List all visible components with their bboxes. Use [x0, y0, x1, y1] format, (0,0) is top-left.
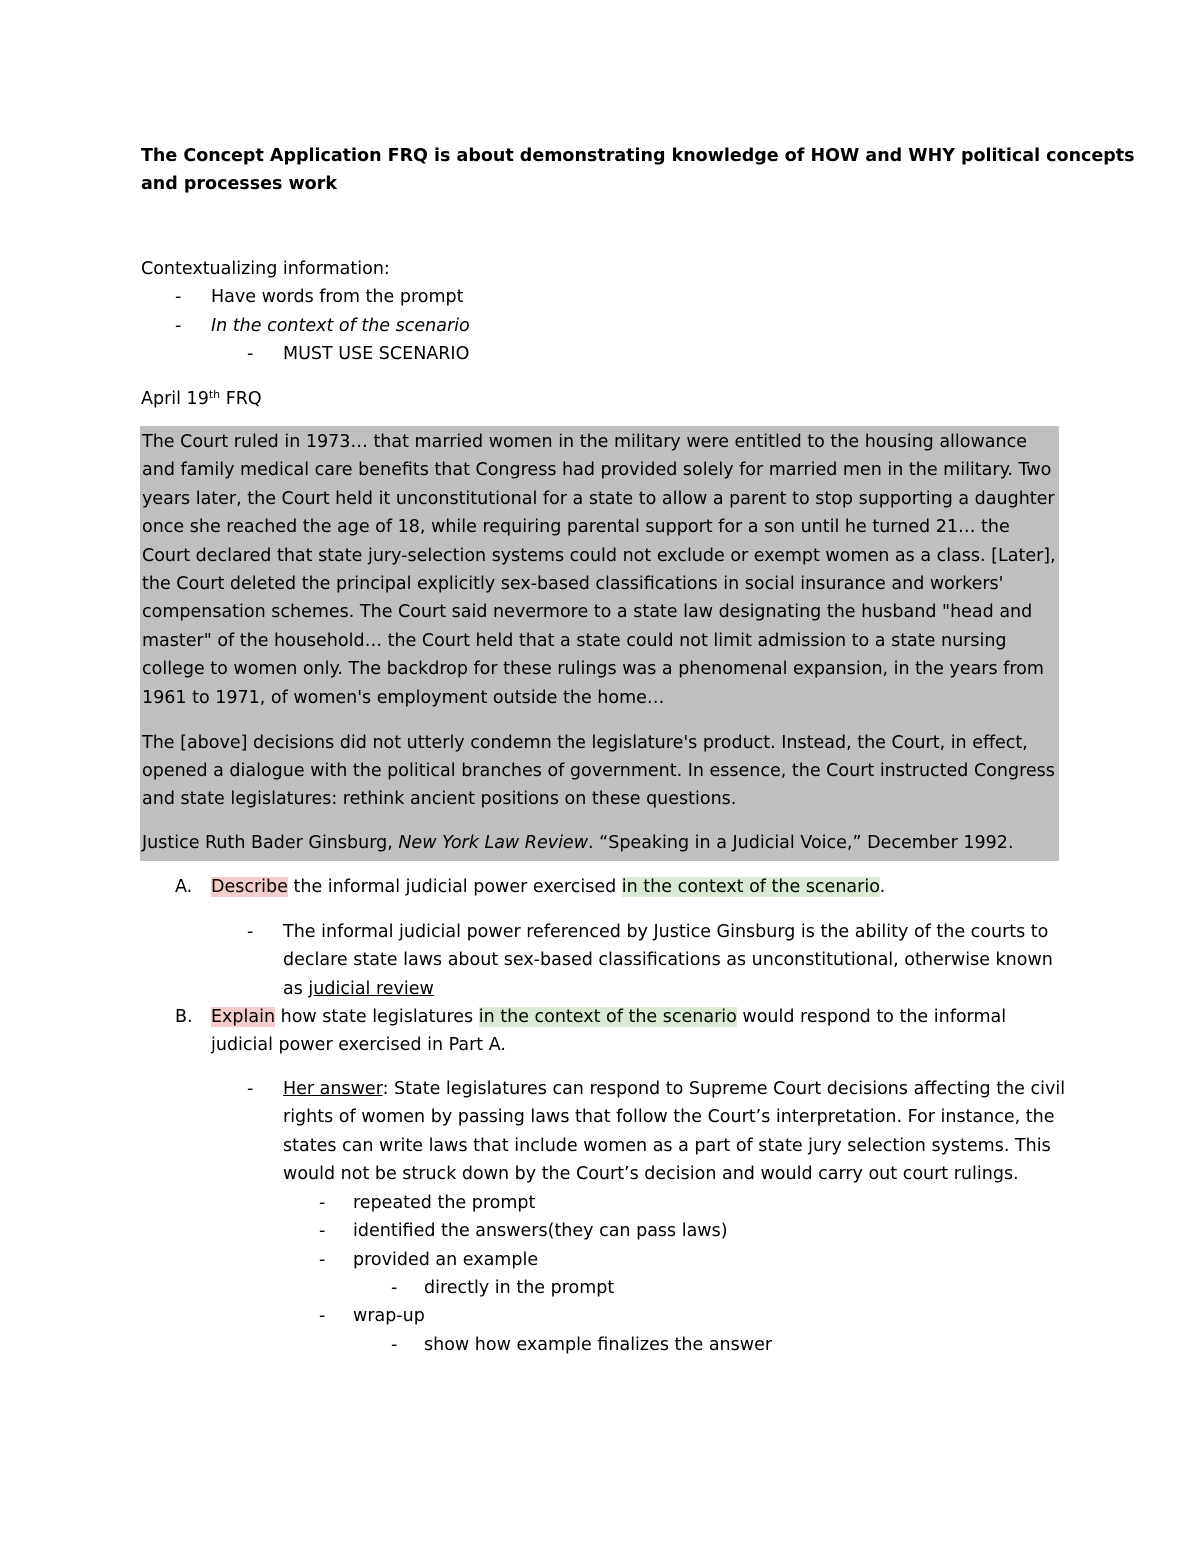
quote-line: 1961 to 1971, of women's employment outside the home… [142, 688, 665, 708]
quote-line: compensation schemes. The Court said nevermore to a state law designating the husband "head and [142, 602, 1033, 622]
citation-author: Justice Ruth Bader Ginsburg, [142, 833, 399, 853]
context-bullet-2: In the context of the scenario [211, 316, 470, 336]
bullet-dash: - [319, 1193, 326, 1213]
note-subitem: show how example finalizes the answer [424, 1335, 773, 1355]
quote-citation [142, 829, 1014, 857]
bullet-dash: - [319, 1306, 326, 1326]
part-a-context: in the context of the scenario [621, 877, 880, 897]
bullet-dash: - [319, 1250, 326, 1270]
judicial-review-term: judicial review [308, 979, 434, 999]
quote-line: and family medical care benefits that Congress had provided solely for married men in the military. Two [142, 460, 1052, 480]
quote-line: once she reached the age of 18, while requiring parental support for a son until he turned 21… the [142, 517, 1010, 537]
note-item: repeated the prompt [353, 1193, 536, 1213]
frq-date [141, 385, 262, 413]
note-subitem: directly in the prompt [424, 1278, 615, 1298]
part-a-middle: the informal judicial power exercised [287, 877, 622, 897]
frq-date-label: April 19 [141, 389, 209, 409]
part-a-verb: Describe [211, 877, 288, 897]
quote-line: The [above] decisions did not utterly condemn the legislature's product. Instead, the Court, in effect, [142, 733, 1028, 753]
her-answer-label: Her answer [283, 1079, 383, 1099]
quote-line: opened a dialogue with the political branches of government. In essence, the Court instructed Congress [142, 761, 1055, 781]
quote-line: master" of the household… the Court held that a state could not limit admission to a state nursing [142, 631, 1007, 651]
quote-line: The Court ruled in 1973… that married women in the military were entitled to the housing allowance [142, 432, 1027, 452]
note-item: provided an example [353, 1250, 539, 1270]
bullet-dash: - [175, 316, 182, 336]
note-item: identified the answers(they can pass laws) [353, 1221, 728, 1241]
bullet-dash: - [247, 922, 254, 942]
part-a-prompt [211, 873, 885, 901]
citation-source: New York Law Review [398, 833, 589, 853]
part-b-verb: Explain [211, 1007, 276, 1027]
bullet-dash: - [247, 1079, 254, 1099]
part-b-label: B. [175, 1007, 193, 1027]
frq-date-suffix: FRQ [220, 389, 262, 409]
part-a-answer-line [283, 975, 434, 1003]
context-bullet-3: MUST USE SCENARIO [283, 344, 470, 364]
part-a-answer-line: The informal judicial power referenced by Justice Ginsburg is the ability of the courts to [283, 922, 1049, 942]
quote-line: and state legislatures: rethink ancient positions on these questions. [142, 789, 737, 809]
note-item: wrap-up [353, 1306, 425, 1326]
part-b-context: in the context of the scenario [478, 1007, 737, 1027]
part-b-middle: how state legislatures [275, 1007, 479, 1027]
part-a-end: . [879, 877, 886, 897]
part-b-prompt-line-2: judicial power exercised in Part A. [211, 1035, 506, 1055]
title-line-2: and processes work [141, 174, 337, 194]
part-b-answer-line [283, 1075, 1065, 1103]
quote-line: years later, the Court held it unconstitutional for a state to allow a parent to stop supporting a daughter [142, 489, 1055, 509]
citation-rest: . “Speaking in a Judicial Voice,” December 1992. [588, 833, 1014, 853]
quote-line: the Court deleted the principal explicitly sex-based classifications in social insurance and workers' [142, 574, 1004, 594]
part-b-answer-text: : State legislatures can respond to Supreme Court decisions affecting the civil [382, 1079, 1066, 1099]
part-b-end: would respond to the informal [736, 1007, 1007, 1027]
bullet-dash: - [391, 1335, 398, 1355]
part-a-answer-prefix: as [283, 979, 309, 999]
part-a-answer-line: declare state laws about sex-based classifications as unconstitutional, otherwise known [283, 950, 1053, 970]
quote-line: Court declared that state jury-selection systems could not exclude or exempt women as a class. [Later], [142, 546, 1056, 566]
context-bullet-1: Have words from the prompt [211, 287, 464, 307]
bullet-dash: - [391, 1278, 398, 1298]
bullet-dash: - [319, 1221, 326, 1241]
frq-date-sup: th [208, 388, 221, 401]
part-a-label: A. [175, 877, 193, 897]
part-b-answer-line: states can write laws that include women as a part of state jury selection systems. This [283, 1136, 1051, 1156]
context-heading: Contextualizing information: [141, 259, 390, 279]
title-line-1: The Concept Application FRQ is about demonstrating knowledge of HOW and WHY political concepts [141, 146, 1135, 166]
part-b-answer-line: would not be struck down by the Court’s decision and would carry out court rulings. [283, 1164, 1019, 1184]
part-b-answer-line: rights of women by passing laws that follow the Court’s interpretation. For instance, the [283, 1107, 1055, 1127]
quote-line: college to women only. The backdrop for these rulings was a phenomenal expansion, in the years from [142, 659, 1044, 679]
bullet-dash: - [175, 287, 182, 307]
bullet-dash: - [247, 344, 254, 364]
part-b-prompt [211, 1003, 1006, 1031]
